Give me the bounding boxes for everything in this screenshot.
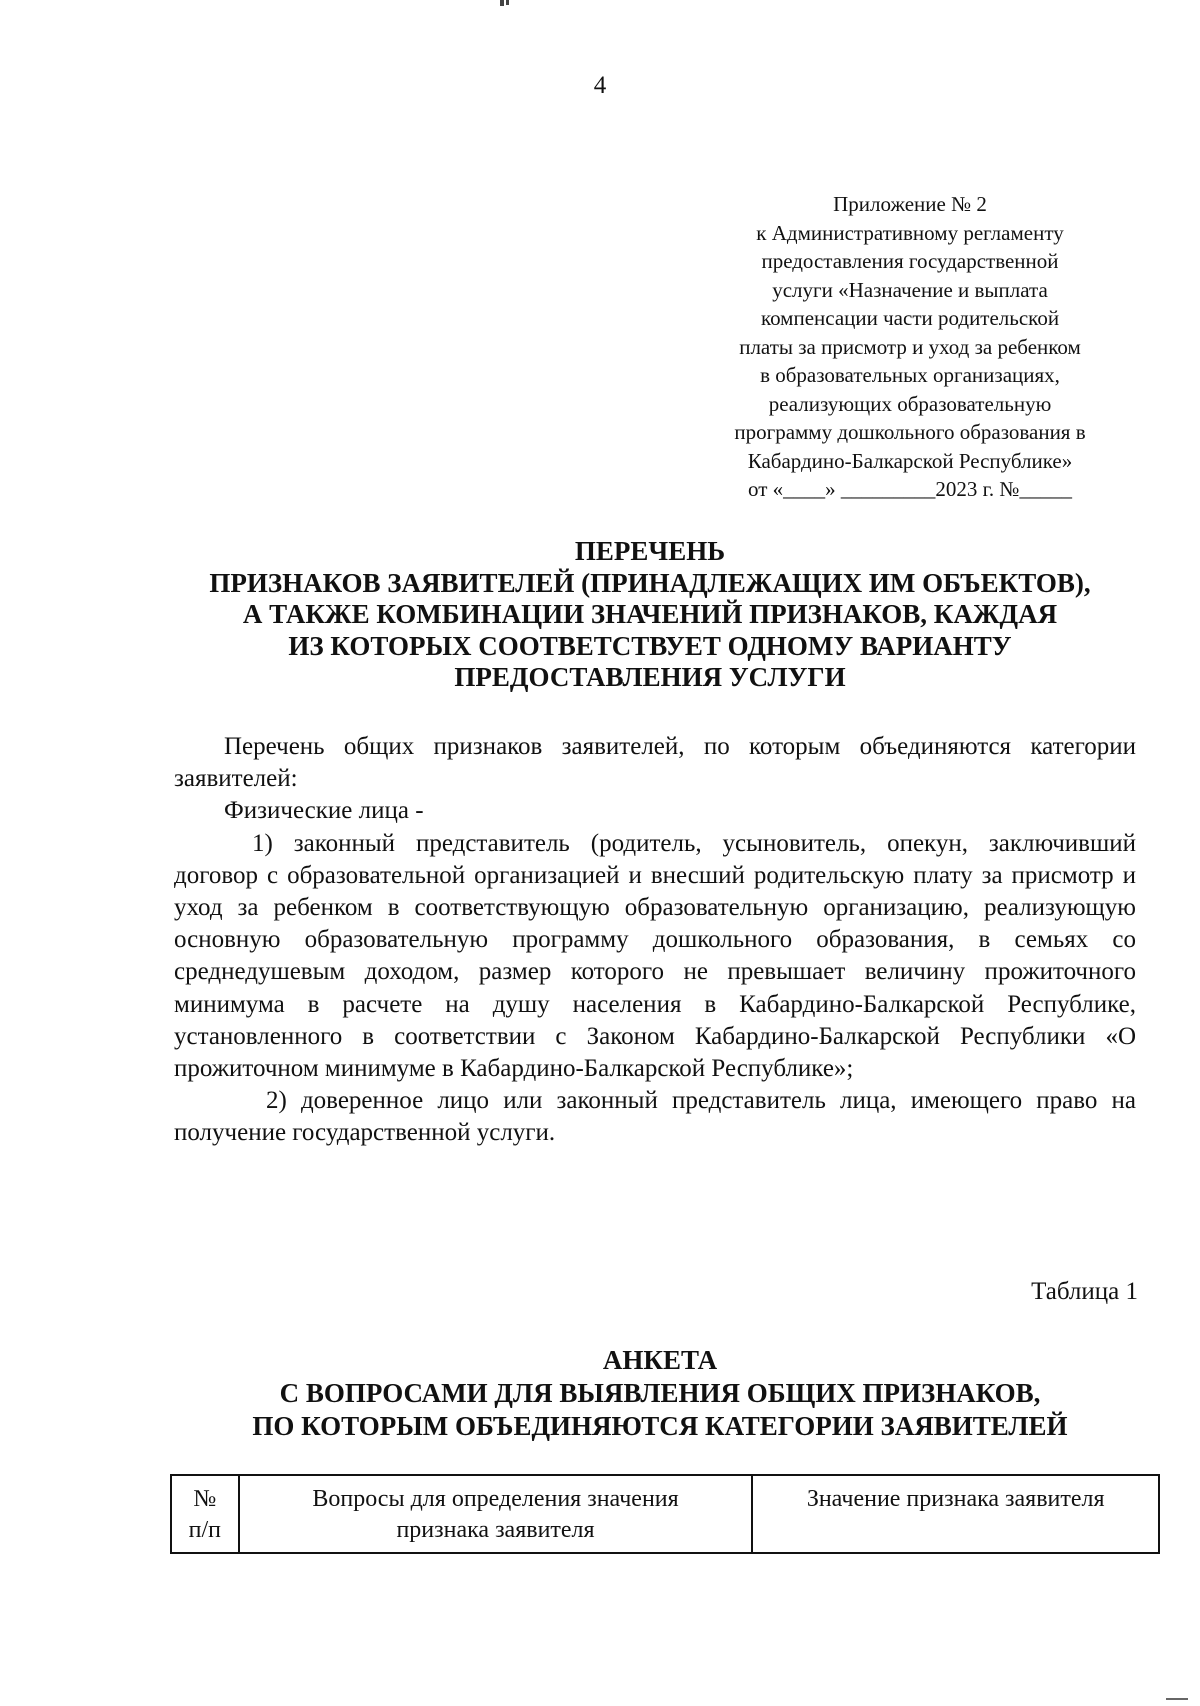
header-questions (239, 1475, 753, 1553)
title-line: ПРИЗНАКОВ ЗАЯВИТЕЛЕЙ (ПРИНАДЛЕЖАЩИХ ИМ ОБЪЕКТОВ), (209, 567, 1091, 598)
scan-artifact (500, 0, 504, 6)
list-item-1: 1) законный представитель (родитель, усыновитель, опекун, заключивший договор с образовательной организацией и внесший родительскую плату за присмотр и уход за ребенком в соответствующую образовательную организацию, реализующую основную образовательную программу дошкольного образования, в семьях со среднедушевым доходом, размер которого не превышает величину прожиточного минимума в расчете на душу населения в Кабардино-Балкарской Республике, установленного в соответствии с Законом Кабардино-Балкарской Республики «О прожиточном минимуме в Кабардино-Балкарской Республике»; (174, 829, 1136, 1083)
anketa-title-line: ПО КОТОРЫМ ОБЪЕДИНЯЮТСЯ КАТЕГОРИИ ЗАЯВИТЕЛЕЙ (252, 1411, 1068, 1441)
intro-paragraph: Перечень общих признаков заявителей, по которым объединяются категории заявителей: (174, 733, 1136, 793)
title-line: А ТАКЖЕ КОМБИНАЦИИ ЗНАЧЕНИЙ ПРИЗНАКОВ, КАЖДАЯ (242, 599, 1058, 629)
questionnaire-table (170, 1474, 1160, 1554)
title-line: ПРЕДОСТАВЛЕНИЯ УСЛУГИ (454, 662, 846, 692)
appendix-line: реализующих образовательную (768, 391, 1052, 416)
table-header-row (171, 1475, 1159, 1553)
appendix-line: услуги «Назначение и выплата (772, 277, 1048, 302)
anketa-title-line: АНКЕТА (602, 1345, 718, 1375)
title-line: ИЗ КОТОРЫХ СООТВЕТСТВУЕТ ОДНОМУ ВАРИАНТУ (288, 630, 1012, 661)
appendix-line: Кабардино-Балкарской Республике» (747, 448, 1073, 473)
appendix-line: к Административному регламенту (756, 220, 1064, 245)
physical-persons-label: Физические лица - (224, 797, 424, 825)
header-number-line1: № (193, 1486, 217, 1512)
body-text (174, 731, 1136, 1150)
header-value: Значение признака заявителя (752, 1475, 1159, 1553)
anketa-title-line: С ВОПРОСАМИ ДЛЯ ВЫЯВЛЕНИЯ ОБЩИХ ПРИЗНАКОВ, (279, 1378, 1041, 1408)
appendix-header (700, 190, 1120, 504)
scan-artifact (506, 0, 509, 5)
header-questions-line1: Вопросы для определения значения (312, 1486, 679, 1512)
header-number-line2: п/п (188, 1517, 222, 1543)
header-number (171, 1475, 239, 1553)
header-questions-line2: признака заявителя (396, 1517, 595, 1543)
appendix-line: программу дошкольного образования в (734, 420, 1086, 444)
appendix-line: Приложение № 2 (833, 192, 987, 216)
list-item-2: 2) доверенное лицо или законный представитель лица, имеющего право на получение государственной услуги. (174, 1087, 1136, 1147)
page-number: 4 (593, 72, 607, 99)
appendix-line: платы за присмотр и уход за ребенком (739, 334, 1081, 359)
appendix-line: в образовательных организациях, (760, 363, 1060, 387)
anketa-title (95, 1344, 1200, 1443)
title-line: ПЕРЕЧЕНЬ (574, 536, 726, 566)
document-title (100, 536, 1200, 694)
appendix-date-line: от «____» _________2023 г. №_____ (748, 477, 1072, 501)
table-label: Таблица 1 (1031, 1278, 1138, 1305)
appendix-line: компенсации части родительской (760, 306, 1060, 330)
scan-artifact (1166, 1698, 1188, 1700)
appendix-line: предоставления государственной (761, 249, 1059, 273)
